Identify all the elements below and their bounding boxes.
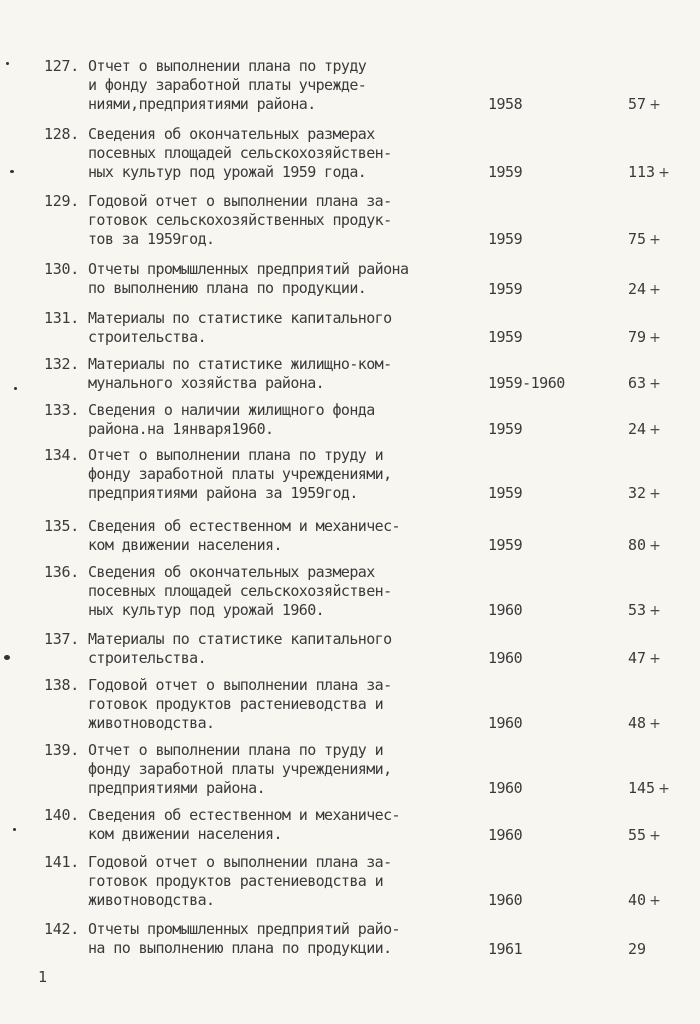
entry-sheets [628, 328, 661, 348]
check-mark: + [649, 538, 661, 554]
entry-year: 1959 [488, 163, 523, 181]
entry-sheets [628, 280, 661, 300]
entry-number: 137. [44, 630, 79, 648]
entry-title: Годовой отчет о выполнении плана за- готовок сельскохозяйственных продук- тов за 1959год. [88, 192, 392, 248]
entry-year: 1960 [488, 714, 523, 732]
entry-number: 142. [44, 920, 79, 938]
entry-title: Сведения об естественном и механичес- ком движении населения. [88, 806, 400, 843]
entry-sheets [628, 779, 670, 799]
check-mark: + [649, 330, 661, 346]
ink-speck [10, 170, 14, 173]
entry-title: Отчет о выполнении плана по труду и фонду заработной платы учреждениями, предприятиями района за 1959год. [88, 446, 392, 502]
page-number: 1 [38, 968, 48, 986]
sheet-count: 80 [628, 536, 647, 554]
check-mark: + [649, 828, 661, 844]
ink-speck [4, 655, 10, 660]
entry-title: Годовой отчет о выполнении плана за- готовок продуктов растениеводства и животноводства. [88, 853, 392, 909]
ink-speck [13, 828, 16, 831]
sheet-count: 55 [628, 826, 647, 844]
entry-year: 1959 [488, 230, 523, 248]
entry-title: Отчет о выполнении плана по труду и фонду заработной платы учреждениями, предприятиями района. [88, 741, 392, 797]
sheet-count: 32 [628, 484, 647, 502]
entry-title: Материалы по статистике капитального строительства. [88, 309, 392, 346]
entry-sheets [628, 649, 661, 669]
entry-sheets [628, 374, 661, 394]
entry-number: 135. [44, 517, 79, 535]
entry-title: Сведения об естественном и механичес- ком движении населения. [88, 517, 400, 554]
entry-sheets [628, 420, 661, 440]
check-mark: + [649, 232, 661, 248]
entry-year: 1959-1960 [488, 374, 565, 392]
entry-year: 1960 [488, 826, 523, 844]
sheet-count: 29 [628, 940, 647, 958]
sheet-count: 24 [628, 420, 647, 438]
check-mark: + [649, 376, 661, 392]
entry-number: 128. [44, 125, 79, 143]
entry-year: 1959 [488, 280, 523, 298]
entry-number: 129. [44, 192, 79, 210]
check-mark: + [649, 893, 661, 909]
sheet-count: 113 [628, 163, 656, 181]
entry-year: 1959 [488, 420, 523, 438]
entry-year: 1960 [488, 779, 523, 797]
entry-sheets [628, 95, 661, 115]
entry-number: 133. [44, 401, 79, 419]
entry-sheets [628, 826, 661, 846]
entry-year: 1959 [488, 536, 523, 554]
entry-title: Отчеты промышленных предприятий района по выполнению плана по продукции. [88, 260, 409, 297]
entry-number: 131. [44, 309, 79, 327]
check-mark: + [649, 97, 661, 113]
entry-sheets [628, 484, 661, 504]
sheet-count: 40 [628, 891, 647, 909]
entry-number: 136. [44, 563, 79, 581]
entry-number: 140. [44, 806, 79, 824]
sheet-count: 53 [628, 601, 647, 619]
entry-title: Сведения об окончательных размерах посевных площадей сельскохозяйствен- ных культур под урожай 1959 года. [88, 125, 392, 181]
entry-sheets [628, 940, 649, 960]
entry-number: 130. [44, 260, 79, 278]
entry-title: Отчеты промышленных предприятий райо- на по выполнению плана по продукции. [88, 920, 400, 957]
entry-year: 1958 [488, 95, 523, 113]
entry-number: 127. [44, 57, 79, 75]
entry-title: Материалы по статистике жилищно-ком- мунального хозяйства района. [88, 355, 392, 392]
entry-year: 1960 [488, 601, 523, 619]
entry-year: 1961 [488, 940, 523, 958]
entry-title: Сведения о наличии жилищного фонда района.на 1января1960. [88, 401, 375, 438]
sheet-count: 48 [628, 714, 647, 732]
entry-sheets [628, 230, 661, 250]
entry-year: 1960 [488, 891, 523, 909]
entry-sheets [628, 601, 661, 621]
entry-number: 134. [44, 446, 79, 464]
check-mark: + [649, 651, 661, 667]
check-mark: + [649, 282, 661, 298]
check-mark: + [658, 781, 670, 797]
sheet-count: 24 [628, 280, 647, 298]
ink-speck [14, 387, 17, 390]
check-mark: + [649, 716, 661, 732]
sheet-count: 63 [628, 374, 647, 392]
check-mark: + [649, 603, 661, 619]
entry-title: Сведения об окончательных размерах посевных площадей сельскохозяйствен- ных культур под урожай 1960. [88, 563, 392, 619]
entry-number: 138. [44, 676, 79, 694]
entry-sheets [628, 714, 661, 734]
entry-year: 1960 [488, 649, 523, 667]
entry-title: Отчет о выполнении плана по труду и фонду заработной платы учрежде- ниями,предприятиями района. [88, 57, 367, 113]
check-mark: + [649, 486, 661, 502]
entry-year: 1959 [488, 328, 523, 346]
sheet-count: 145 [628, 779, 656, 797]
sheet-count: 57 [628, 95, 647, 113]
entry-number: 141. [44, 853, 79, 871]
sheet-count: 75 [628, 230, 647, 248]
entry-sheets [628, 891, 661, 911]
entry-title: Годовой отчет о выполнении плана за- готовок продуктов растениеводства и животноводства. [88, 676, 392, 732]
entry-year: 1959 [488, 484, 523, 502]
entry-sheets [628, 163, 670, 183]
sheet-count: 47 [628, 649, 647, 667]
entry-number: 132. [44, 355, 79, 373]
sheet-count: 79 [628, 328, 647, 346]
entry-title: Материалы по статистике капитального строительства. [88, 630, 392, 667]
entry-sheets [628, 536, 661, 556]
entry-number: 139. [44, 741, 79, 759]
check-mark: + [658, 165, 670, 181]
ink-speck [6, 62, 9, 65]
check-mark: + [649, 422, 661, 438]
